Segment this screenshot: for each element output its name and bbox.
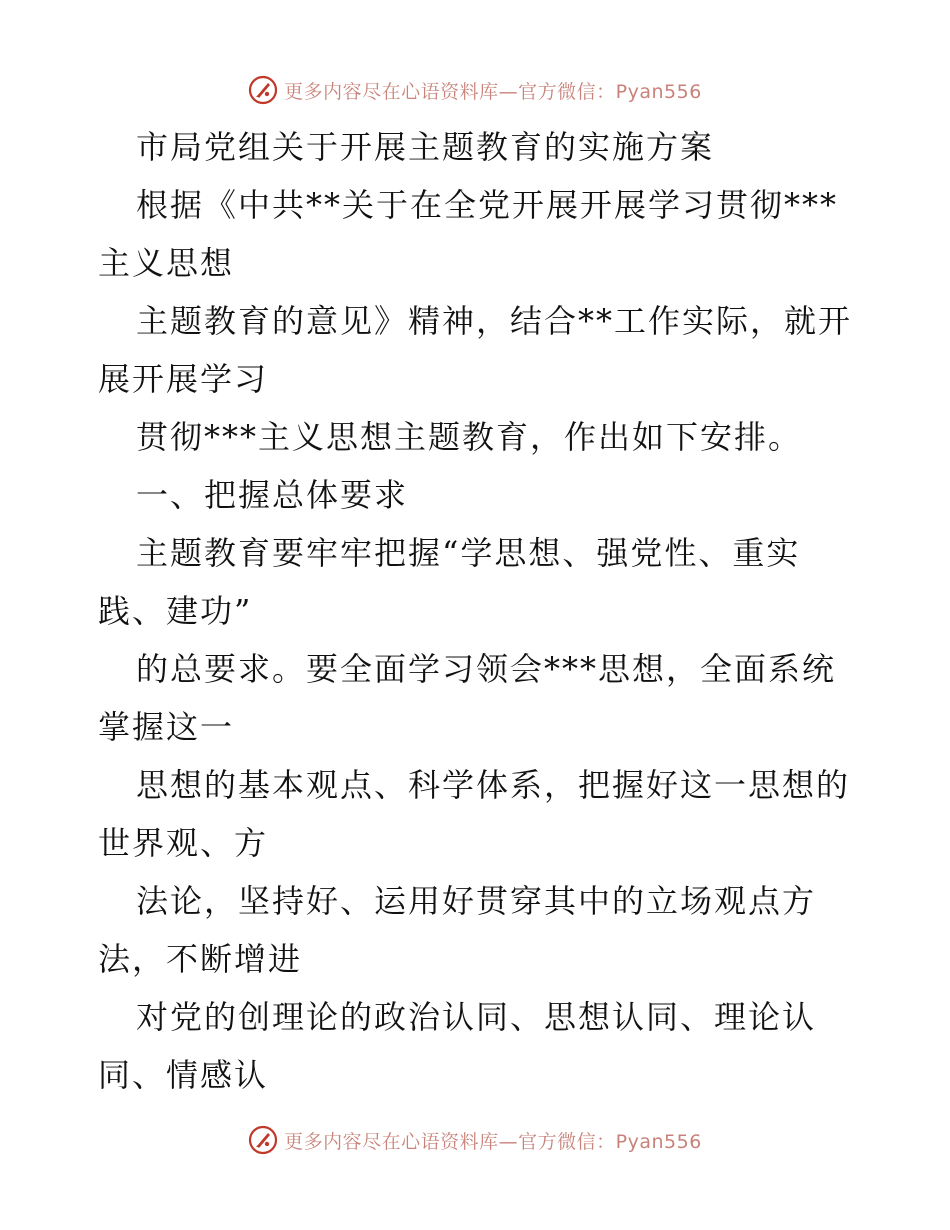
- red-seal-logo-icon: [248, 1125, 278, 1155]
- document-line: 根据《中共**关于在全党开展开展学习贯彻***: [136, 186, 839, 224]
- header-banner: [0, 70, 950, 110]
- document-line: 的总要求。要全面学习领会***思想，全面系统: [136, 650, 837, 688]
- document-line: 世界观、方: [98, 824, 269, 862]
- footer-banner: [0, 1120, 950, 1160]
- document-line: 掌握这一: [98, 708, 235, 746]
- document-line: 市局党组关于开展主题教育的实施方案: [136, 128, 715, 166]
- document-line: 同、情感认: [98, 1056, 269, 1094]
- document-line: 主题教育要牢牢把握“学思想、强党性、重实: [136, 534, 801, 572]
- document-body: [98, 118, 858, 1104]
- document-line: 贯彻***主义思想主题教育，作出如下安排。: [136, 418, 803, 456]
- document-line: 思想的基本观点、科学体系，把握好这一思想的: [136, 766, 851, 804]
- red-seal-logo-icon: [248, 75, 278, 105]
- document-line: 一、把握总体要求: [136, 476, 409, 514]
- footer-banner-text: 更多内容尽在心语资料库—官方微信：Pyan556: [284, 1130, 702, 1153]
- header-banner-text: 更多内容尽在心语资料库—官方微信：Pyan556: [284, 80, 702, 103]
- document-line: 展开展学习: [98, 360, 269, 398]
- document-line: 主义思想: [98, 244, 235, 282]
- document-line: 对党的创理论的政治认同、思想认同、理论认: [136, 998, 817, 1036]
- document-line: 践、建功”: [98, 592, 253, 630]
- document-line: 法，不断增进: [98, 940, 303, 978]
- document-line: 法论，坚持好、运用好贯穿其中的立场观点方: [136, 882, 817, 920]
- document-line: 主题教育的意见》精神，结合**工作实际，就开: [136, 302, 853, 340]
